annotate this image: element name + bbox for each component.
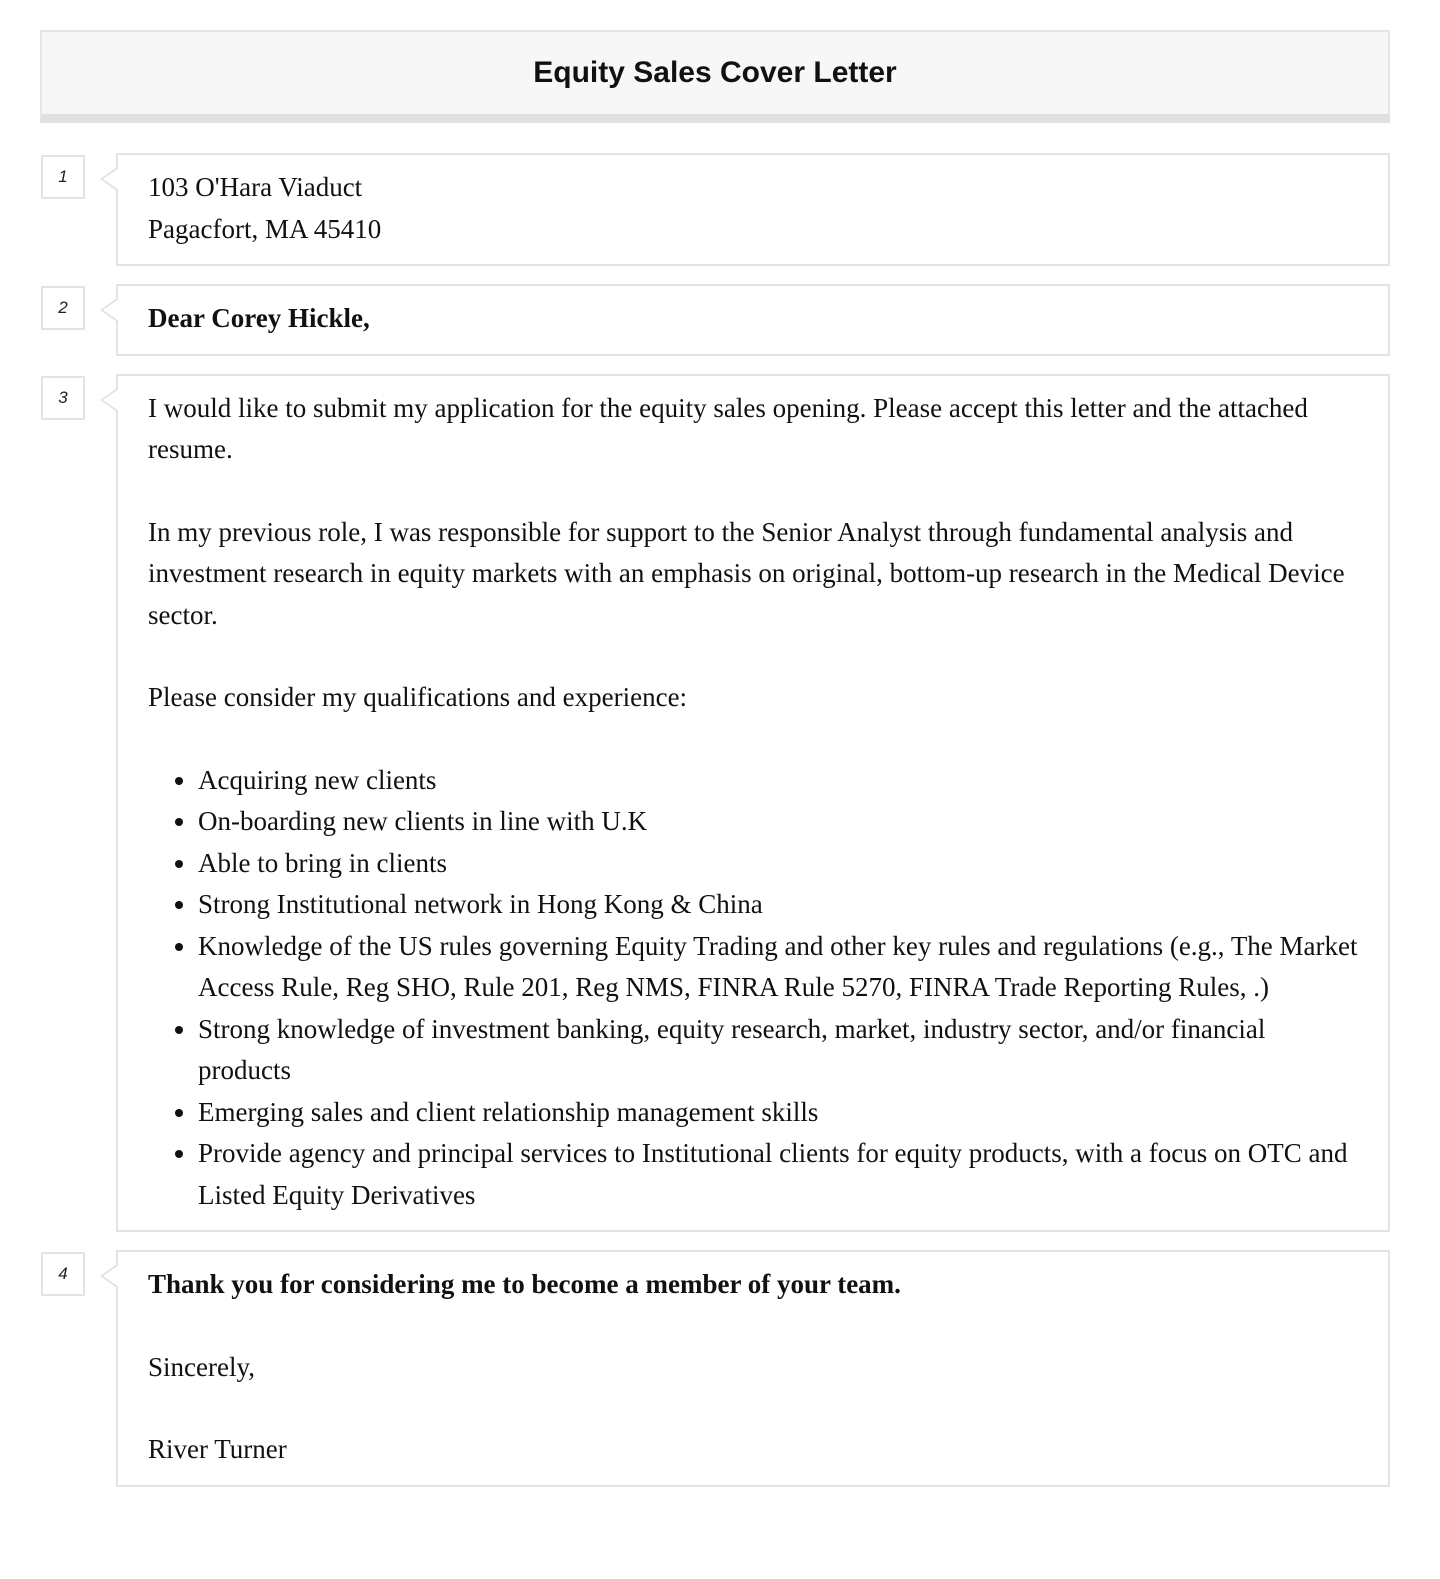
section-greeting: [58, 284, 1390, 356]
signature: River Turner: [148, 1434, 287, 1464]
greeting-card: [116, 284, 1390, 356]
section-closing: [58, 1250, 1390, 1487]
section-number: 1: [41, 155, 85, 199]
section-number: 2: [41, 286, 85, 330]
closing-card: [116, 1250, 1390, 1487]
qualifications-intro: Please consider my qualifications and experience:: [148, 682, 688, 712]
greeting: Dear Corey Hickle,: [148, 303, 370, 333]
list-item: • Able to bring in clients: [198, 843, 1358, 885]
closing-line: Thank you for considering me to become a member of your team.: [148, 1269, 901, 1299]
address-card: [116, 153, 1390, 266]
body-card: [116, 374, 1390, 1233]
list-item: • Strong Institutional network in Hong Kong & China: [198, 884, 1358, 926]
list-item: • Knowledge of the US rules governing Equity Trading and other key rules and regulations (e.g., The Market Access Rule, Reg SHO, Rule 201, Reg NMS, FINRA Rule 5270, FINRA Trade Reporting Rules, .): [198, 926, 1358, 1009]
page-title: Equity Sales Cover Letter: [533, 56, 897, 89]
qualifications-list: [148, 760, 1358, 1217]
intro-paragraph: I would like to submit my application for the equity sales opening. Please accept this letter and the attached resume.: [148, 392, 1308, 464]
list-item: • Acquiring new clients: [198, 760, 1358, 802]
header-bar: [40, 30, 1390, 123]
section-number: 3: [41, 376, 85, 420]
section-address: [58, 153, 1390, 266]
address-line-1: 103 O'Hara Viaduct: [148, 172, 363, 202]
list-item: • Strong knowledge of investment banking, equity research, market, industry sector, and/or financial products: [198, 1009, 1358, 1092]
section-number: 4: [41, 1252, 85, 1296]
address-line-2: Pagacfort, MA 45410: [148, 213, 382, 244]
list-item: • Emerging sales and client relationship management skills: [198, 1092, 1358, 1134]
section-body: [58, 374, 1390, 1233]
signoff: Sincerely,: [148, 1351, 255, 1382]
experience-paragraph: In my previous role, I was responsible for support to the Senior Analyst through fundamental analysis and investment research in equity markets with an emphasis on original, bottom-up research in the Medical Device sector.: [148, 516, 1345, 630]
list-item: • On-boarding new clients in line with U.K: [198, 801, 1358, 843]
list-item: • Provide agency and principal services to Institutional clients for equity products, with a focus on OTC and Listed Equity Derivatives: [198, 1133, 1358, 1216]
